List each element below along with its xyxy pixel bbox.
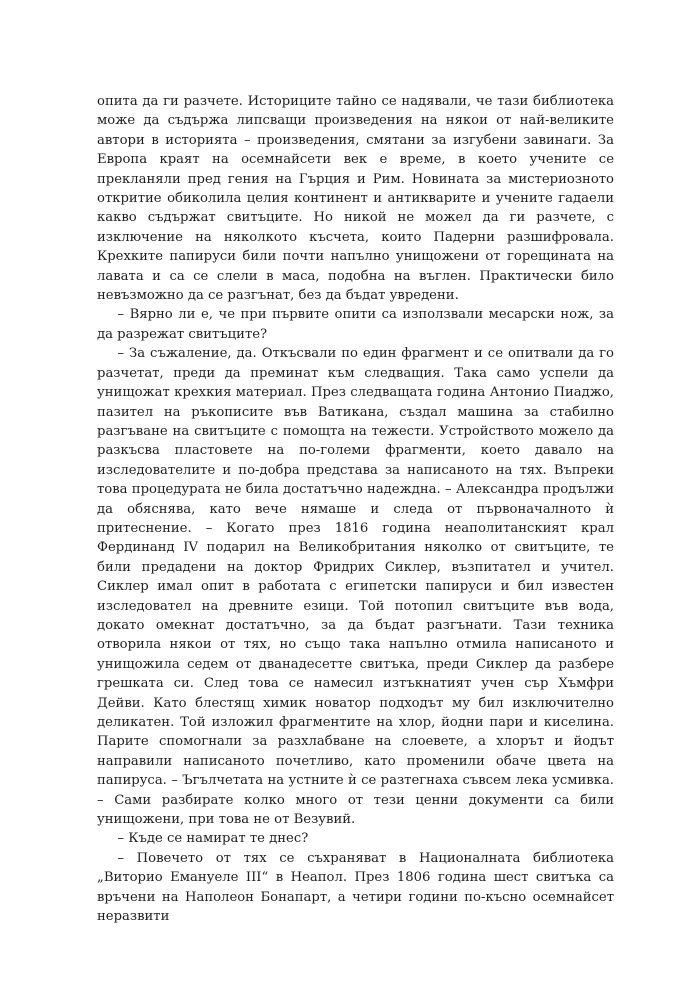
- paragraph-dialogue-question: – Вярно ли е, че при първите опити са използвали месарски нож, за да разрежат свитъците?: [97, 307, 614, 342]
- paragraph-narration: опита да ги разчете. Историците тайно се надявали, че тази библиотека може да съдържа липсващи произведения на някои от най-великите автори в историята – произведения, смятани за изгубени завинаги. За Европа краят на осемнайсети век е време, в което учените се прекланяли пред гения на Гърция и Рим. Новината за мистериозното откритие обиколила целия континент и антикварите и учените гадаели какво съдържат свитъците. Но никой не можел да ги разчете, с изключение на няколкото късчета, които Падерни разшифровала. Крехките папируси били почти напълно унищожени от горещината на лавата и са се слели в маса, подобна на въглен. Практически било невъзможно да се разгънат, без да бъдат увредени.: [97, 94, 614, 304]
- paragraph-dialogue-question: – Къде се намират те днес?: [117, 831, 309, 847]
- paragraph-dialogue-answer: – Повечето от тях се съхраняват в Националната библиотека „Виторио Емануеле III“ в Неапол. През 1806 година шест свитъка са връчени на Наполеон Бонапарт, а четири години по-късно осемнайсет неразвити: [97, 850, 614, 925]
- paragraph-dialogue-answer: – За съжаление, да. Откъсвали по един фрагмент и се опитвали да го разчетат, преди да преминат към следващия. Така само успели да унищожат крехкия материал. През следващата година Антонио Пиаджо, пазител на ръкописите във Ватикана, създал машина за стабилно разгъване на свитъците с помощта на тежести. Устройството можело да разкъсва пластовете на по-големи фрагменти, което давало на изследователите и по-добра представа за написаното на тях. Въпреки това процедурата не била достатъчно надеждна. – Александра продължи да обяснява, като вече нямаше и следа от първоначалното ѝ притеснение. – Когато през 1816 година неаполитанският крал Фердинанд IV подарил на Великобритания няколко от свитъците, те били предадени на доктор Фридрих Сиклер, възпитател и учител. Сиклер имал опит в работата с египетски папируси и бил известен изследовател на древните езици. Той потопил свитъците във вода, докато омекнат достатъчно, за да бъдат разгънати. Тази техника отворила някои от тях, но също така напълно отмила написаното и унищожила седем от дванадесетте свитъка, преди Сиклер да разбере грешката си. След това се намесил изтъкнатият учен сър Хъмфри Дейви. Като блестящ химик новатор подходът му бил изключително деликатен. Той изложил фрагментите на хлор, йодни пари и киселина. Парите спомогнали за разхлабване на слоевете, а хлорът и йодът направили написаното почетливо, като променили обаче цвета на папируса. – Ъгълчетата на устните ѝ се разтегнаха съвсем лека усмивка. – Сами разбирате колко много от тези ценни документи са били унищожени, при това не от Везувий.: [97, 346, 614, 828]
- book-page: [97, 92, 614, 926]
